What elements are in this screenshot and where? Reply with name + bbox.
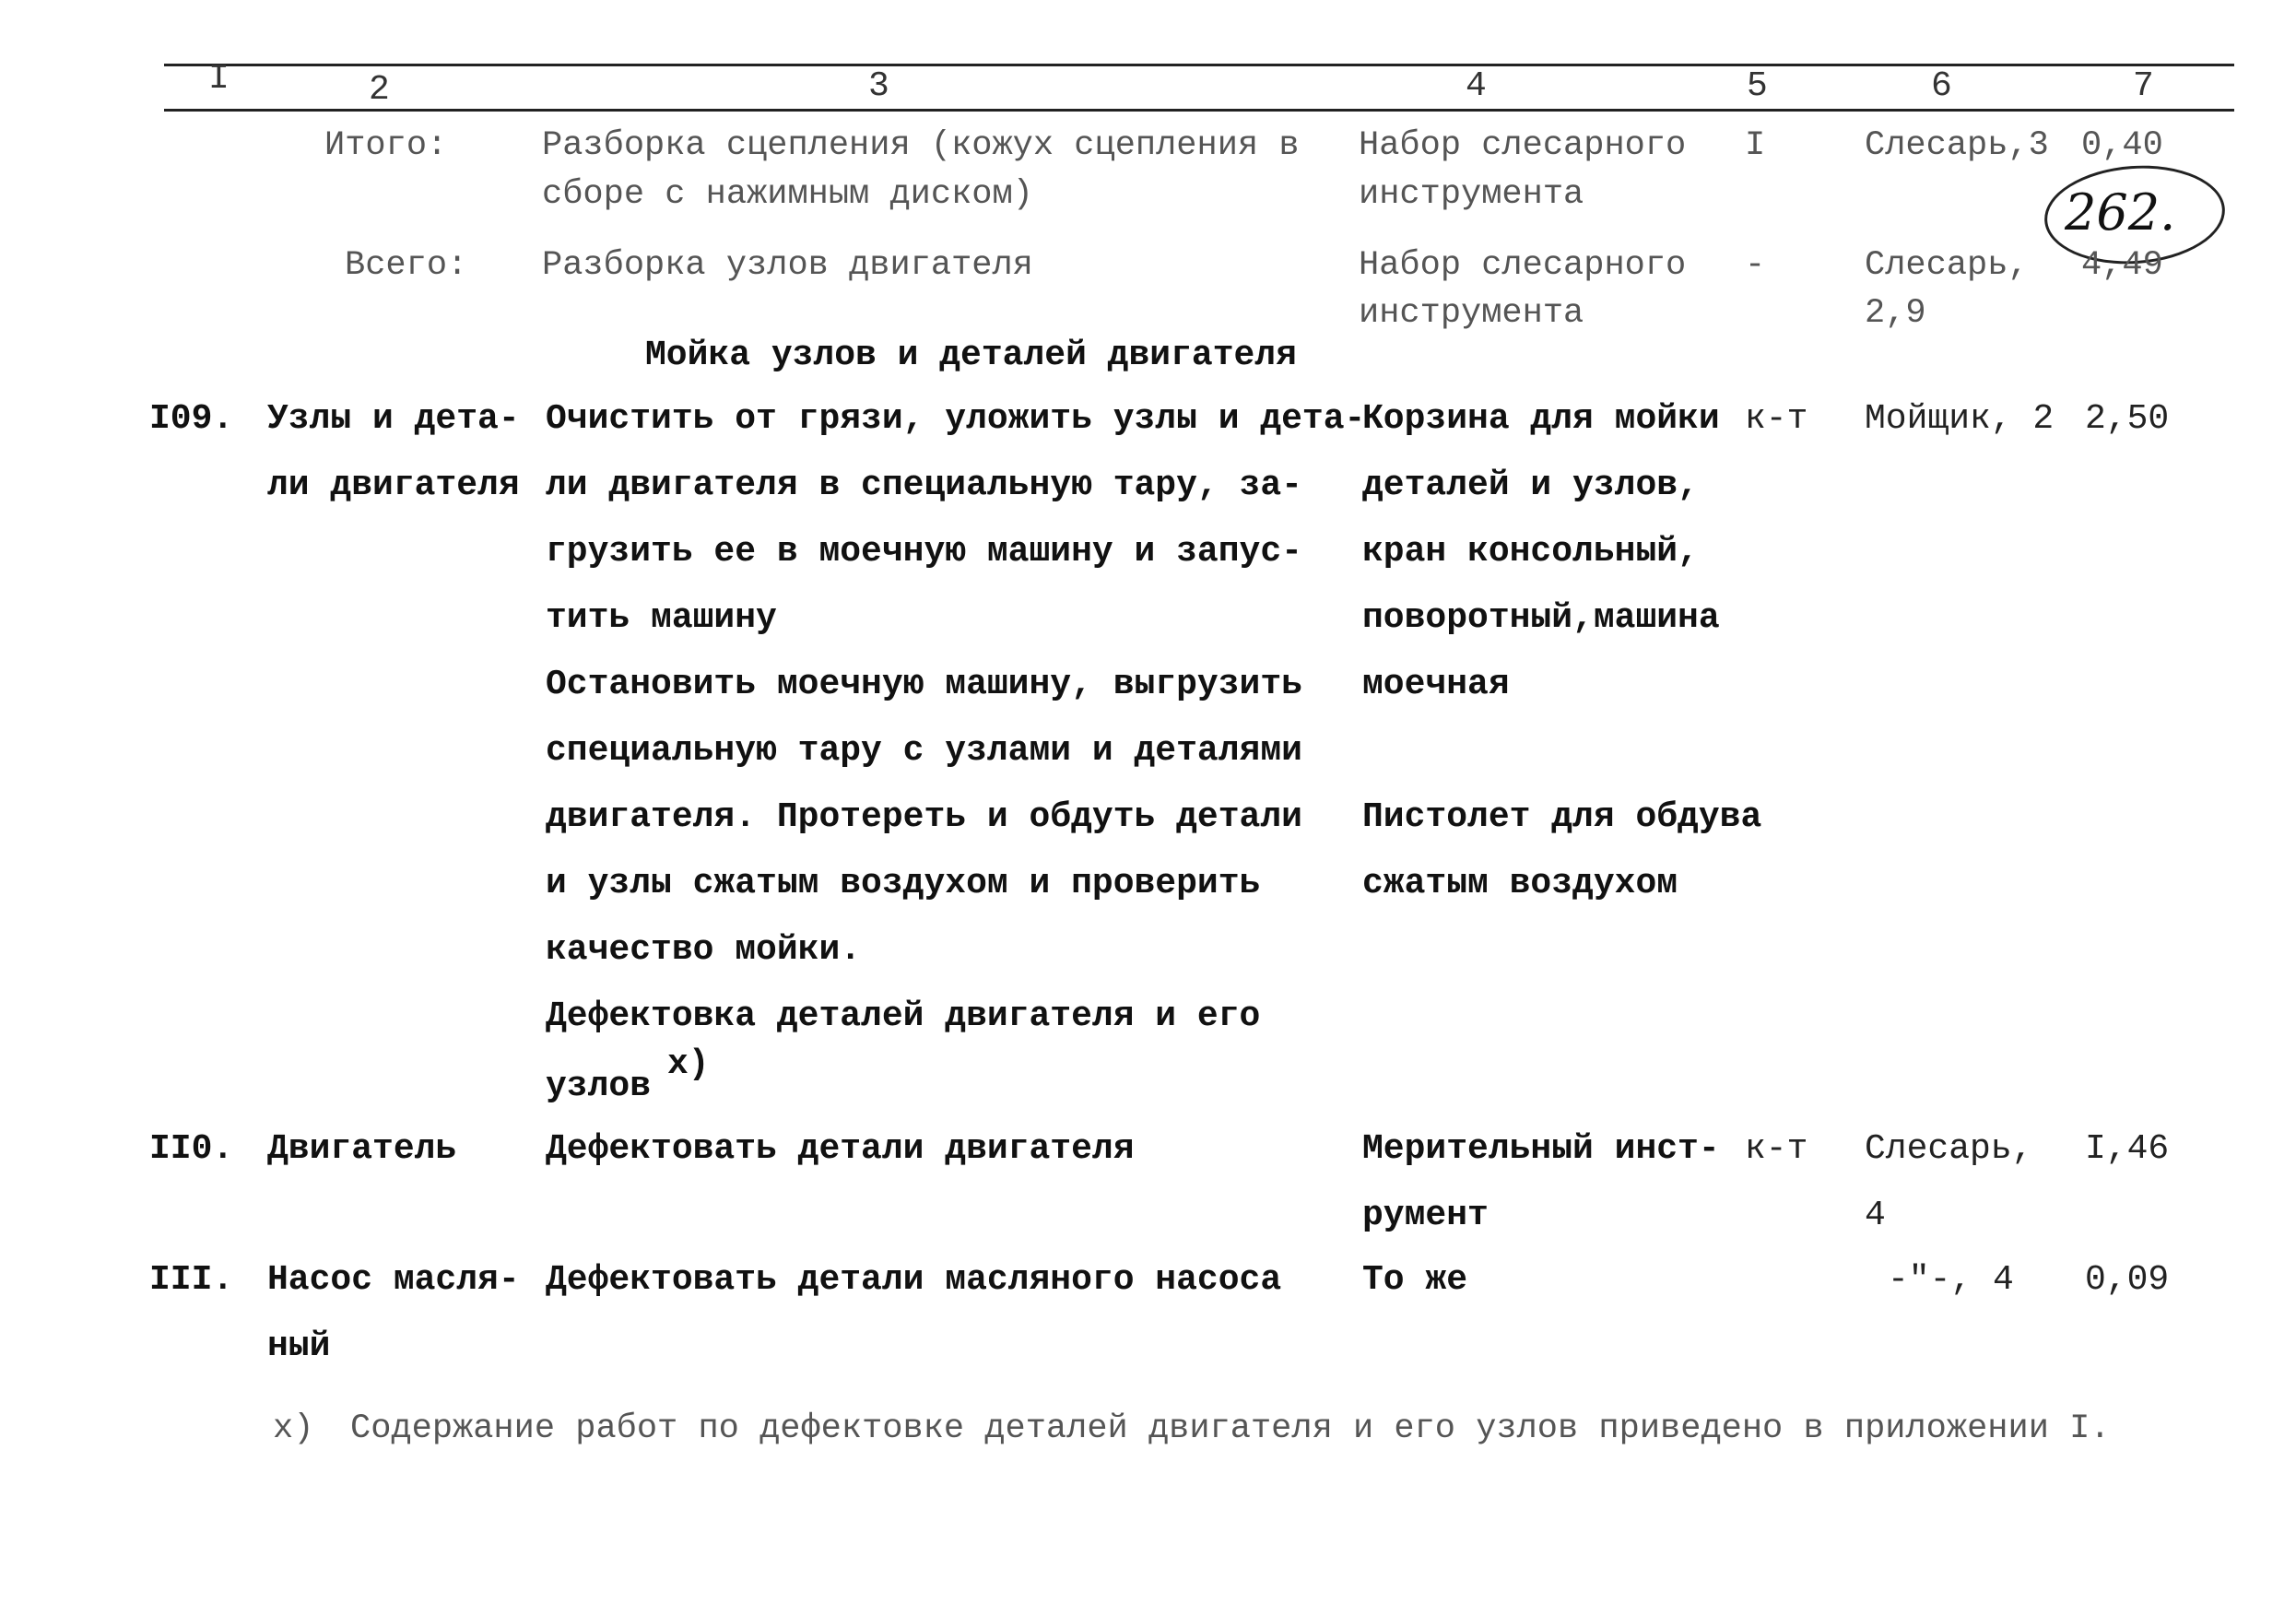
row-110-object: Двигатель <box>267 1129 457 1169</box>
row-109-norm: 2,50 <box>2085 399 2170 439</box>
col-header-7: 7 <box>2133 66 2154 106</box>
row-109-tool-line1: Корзина для мойки <box>1362 399 1720 439</box>
row-109-tool-line7: сжатым воздухом <box>1362 864 1678 903</box>
summary-total-desc-line2: сборе с нажимным диском) <box>542 175 1033 214</box>
summary-grand-worker-line2: 2,9 <box>1865 294 1926 333</box>
summary-total-tool-line2: инструмента <box>1359 175 1584 214</box>
header-bottom-rule <box>164 109 2234 112</box>
row-111-object-line2: ный <box>267 1326 331 1366</box>
row-110-tool-line1: Мерительный инст- <box>1362 1129 1720 1169</box>
row-109-desc-line7: двигателя. Протереть и обдуть детали <box>546 797 1302 837</box>
row-109-unit: к-т <box>1745 399 1808 439</box>
col-header-1: I <box>208 59 230 99</box>
row-109-object-line1: Узлы и дета- <box>267 399 520 439</box>
row-110-worker-line2: 4 <box>1865 1196 1886 1235</box>
summary-grand-desc: Разборка узлов двигателя <box>542 246 1033 285</box>
summary-grand-unit: - <box>1745 246 1766 285</box>
summary-total-norm: 0,40 <box>2081 126 2163 165</box>
summary-grand-tool-line1: Набор слесарного <box>1359 246 1687 285</box>
page-number: 262. <box>2065 183 2176 242</box>
row-109-desc-line11: узлов <box>546 1067 652 1106</box>
row-110-number: II0. <box>149 1129 234 1169</box>
row-109-worker: Мойщик, 2 <box>1865 399 2055 439</box>
summary-total-unit: I <box>1745 126 1766 165</box>
section-title: Мойка узлов и деталей двигателя <box>645 336 1297 375</box>
row-110-desc: Дефектовать детали двигателя <box>546 1129 1135 1169</box>
row-111-number: III. <box>149 1260 234 1300</box>
footnote-mark: x) <box>273 1409 314 1448</box>
row-109-tool-line4: поворотный,машина <box>1362 598 1720 638</box>
row-111-norm: 0,09 <box>2085 1260 2170 1300</box>
footnote-text: Содержание работ по дефектовке деталей двигателя и его узлов приведено в приложении I. <box>350 1409 2111 1448</box>
row-109-desc-line9: качество мойки. <box>546 930 862 970</box>
col-header-3: 3 <box>868 66 889 106</box>
summary-total-desc-line1: Разборка сцепления (кожух сцепления в <box>542 126 1300 165</box>
row-111-worker: -"-, 4 <box>1888 1260 2014 1300</box>
summary-total-tool-line1: Набор слесарного <box>1359 126 1687 165</box>
summary-total-worker: Слесарь,3 <box>1865 126 2049 165</box>
row-109-tool-line5: моечная <box>1362 665 1510 704</box>
col-header-4: 4 <box>1466 66 1487 106</box>
row-110-tool-line2: румент <box>1362 1196 1489 1235</box>
row-109-object-line2: ли двигателя <box>267 466 520 505</box>
summary-grand-worker-line1: Слесарь, <box>1865 246 2029 285</box>
row-109-desc-line2: ли двигателя в специальную тару, за- <box>546 466 1302 505</box>
row-109-desc-line8: и узлы сжатым воздухом и проверить <box>546 864 1261 903</box>
row-110-worker-line1: Слесарь, <box>1865 1129 2033 1169</box>
header-top-rule <box>164 64 2234 66</box>
row-109-desc-footnote-mark: x) <box>667 1044 710 1084</box>
row-111-tool: То же <box>1362 1260 1468 1300</box>
summary-total-label: Итого: <box>324 126 448 165</box>
col-header-6: 6 <box>1931 66 1952 106</box>
row-109-desc-line1: Очистить от грязи, уложить узлы и дета- <box>546 399 1366 439</box>
row-109-desc-line10: Дефектовка деталей двигателя и его <box>546 996 1261 1036</box>
row-111-desc: Дефектовать детали масляного насоса <box>546 1260 1282 1300</box>
row-109-desc-line4: тить машину <box>546 598 777 638</box>
row-109-number: I09. <box>149 399 234 439</box>
row-109-tool-line2: деталей и узлов, <box>1362 466 1699 505</box>
row-110-unit: к-т <box>1745 1129 1808 1169</box>
row-111-object-line1: Насос масля- <box>267 1260 520 1300</box>
col-header-5: 5 <box>1747 66 1768 106</box>
row-109-desc-line5: Остановить моечную машину, выгрузить <box>546 665 1302 704</box>
summary-grand-norm: 4,49 <box>2081 246 2163 285</box>
row-109-desc-line6: специальную тару с узлами и деталями <box>546 731 1302 771</box>
row-109-tool-line6: Пистолет для обдува <box>1362 797 1762 837</box>
summary-grand-tool-line2: инструмента <box>1359 294 1584 333</box>
row-110-norm: I,46 <box>2085 1129 2170 1169</box>
row-109-tool-line3: кран консольный, <box>1362 532 1699 572</box>
summary-grand-label: Всего: <box>345 246 468 285</box>
col-header-2: 2 <box>369 70 390 110</box>
row-109-desc-line3: грузить ее в моечную машину и запус- <box>546 532 1302 572</box>
